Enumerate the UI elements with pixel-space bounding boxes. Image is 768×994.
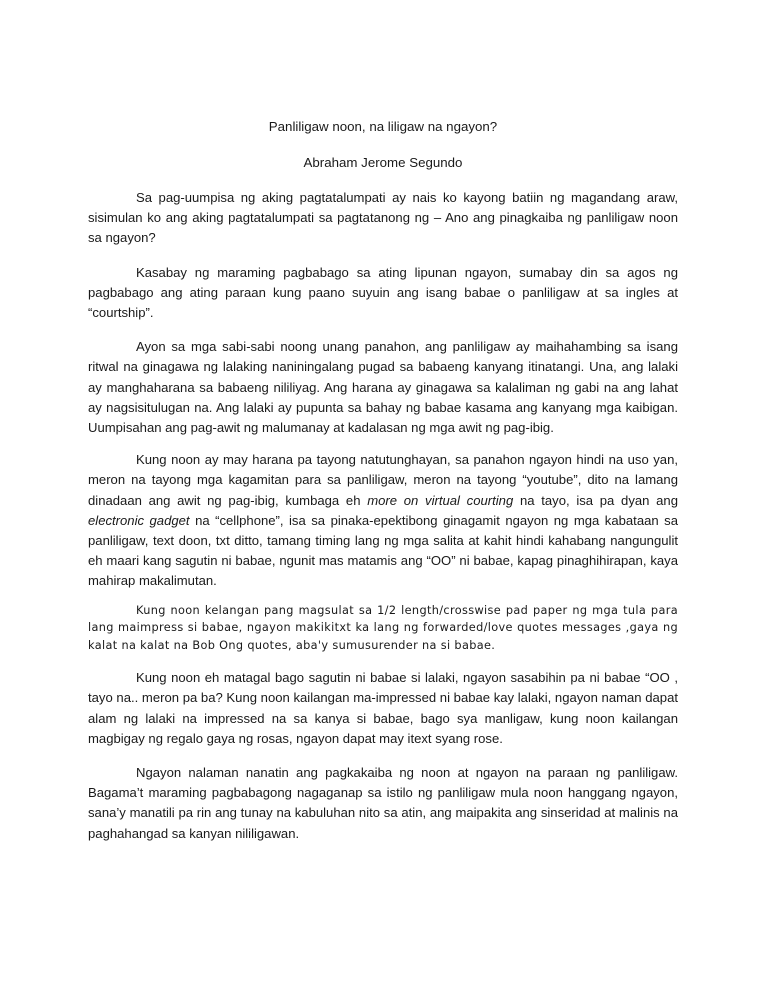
paragraph-segment: na “cellphone”, isa sa pinaka-epektibong ginagamit ngayon ng mga kabataan sa panliligaw, text doon, txt ditto, tamang timing lang ng mga salita at kahit hindi kahabang nangungulit eh maari kang sagutin ni babae, ngunit mas matamis ang “OO” ni babae, kapag pinaghihirapan, kaya mahirap makalimutan.	[88, 512, 678, 589]
paragraph-introduction: Sa pag-uumpisa ng aking pagtatalumpati ay nais ko kayong batiin ng magandang araw, sisimulan ko ang aking pagtatalumpati sa pagtatanong ng – Ano ang pinagkaiba ng panliligaw noon sa ngayon?	[88, 190, 678, 246]
italic-phrase-virtual-courting: more on virtual courting	[367, 492, 514, 508]
italic-phrase-electronic-gadget: electronic gadget	[88, 512, 190, 528]
document-body	[88, 117, 678, 858]
paragraph-tradition: Ayon sa mga sabi-sabi noong unang panahon, ang panliligaw ay maihahambing sa isang ritwal na ginagawa ng lalaking naniningalang pugad sa babaeng kanyang itinatangi. Una, ang lalaki ay manghaharana sa babaeng nililiyag. Ang harana ay ginagawa sa kalaliman ng gabi na ang lahat ay nagsisitulugan na. Ang lalaki ay pupunta sa bahay ng babae kasama ang kanyang mga kaibigan. Uumpisahan ang pag-awit ng malumanay at kadalasan ng mga awit ng pag-ibig.	[88, 339, 678, 436]
paragraph-change: Kasabay ng maraming pagbabago sa ating lipunan ngayon, sumabay din sa agos ng pagbabago ang ating paraan kung paano suyuin ang isang babae o panliligaw at sa ingles at “courtship”.	[88, 264, 678, 321]
paragraph-conclusion: Ngayon nalaman nanatin ang pagkakaiba ng noon at ngayon na paraan ng panliligaw. Bagama’t maraming pagbabagong nagaganap sa istilo ng panliligaw mula noon hanggang ngayon, sana’y manatili pa rin ang tunay na kabuluhan nito sa atin, ang maipakita ang sinseridad at malinis na paghahangad sa kanyan nililigawan.	[88, 764, 678, 841]
paragraph-love-letters: Kung noon kelangan pang magsulat sa 1/2 length/crosswise pad paper ng mga tula para lang maimpress si babae, ngayon makikitxt ka lang ng forwarded/love quotes messages ,gaya ng kalat na kalat na Bob Ong quotes, aba'y sumusurender na si babae.	[88, 603, 678, 652]
paragraph-modern-courting	[88, 450, 678, 591]
paragraph-answer: Kung noon eh matagal bago sagutin ni babae si lalaki, ngayon sasabihin pa ni babae “OO , tayo na.. meron pa ba? Kung noon kailangan ma-impressed ni babae kay lalaki, ngayon naman dapat alam ng lalaki na impressed na sa kanya si babae, bago sya manligaw, kung noon kailangan magbigay ng regalo gaya ng rosas, ngayon dapat may itext syang rose.	[88, 670, 678, 746]
paragraph-segment: na tayo, isa pa dyan ang	[513, 492, 678, 508]
paragraph-segment: Kung noon ay may harana pa tayong natutunghayan, sa panahon ngayon hindi na uso yan, meron na tayong mga kagamitan para sa panliligaw, meron na tayong “youtube”, dito na lamang dinadaan ang awit ng pag-ibig, kumbaga eh	[88, 452, 678, 508]
document-title: Panliligaw noon, na liligaw na ngayon?	[268, 119, 498, 134]
document-author: Abraham Jerome Segundo	[303, 155, 463, 170]
